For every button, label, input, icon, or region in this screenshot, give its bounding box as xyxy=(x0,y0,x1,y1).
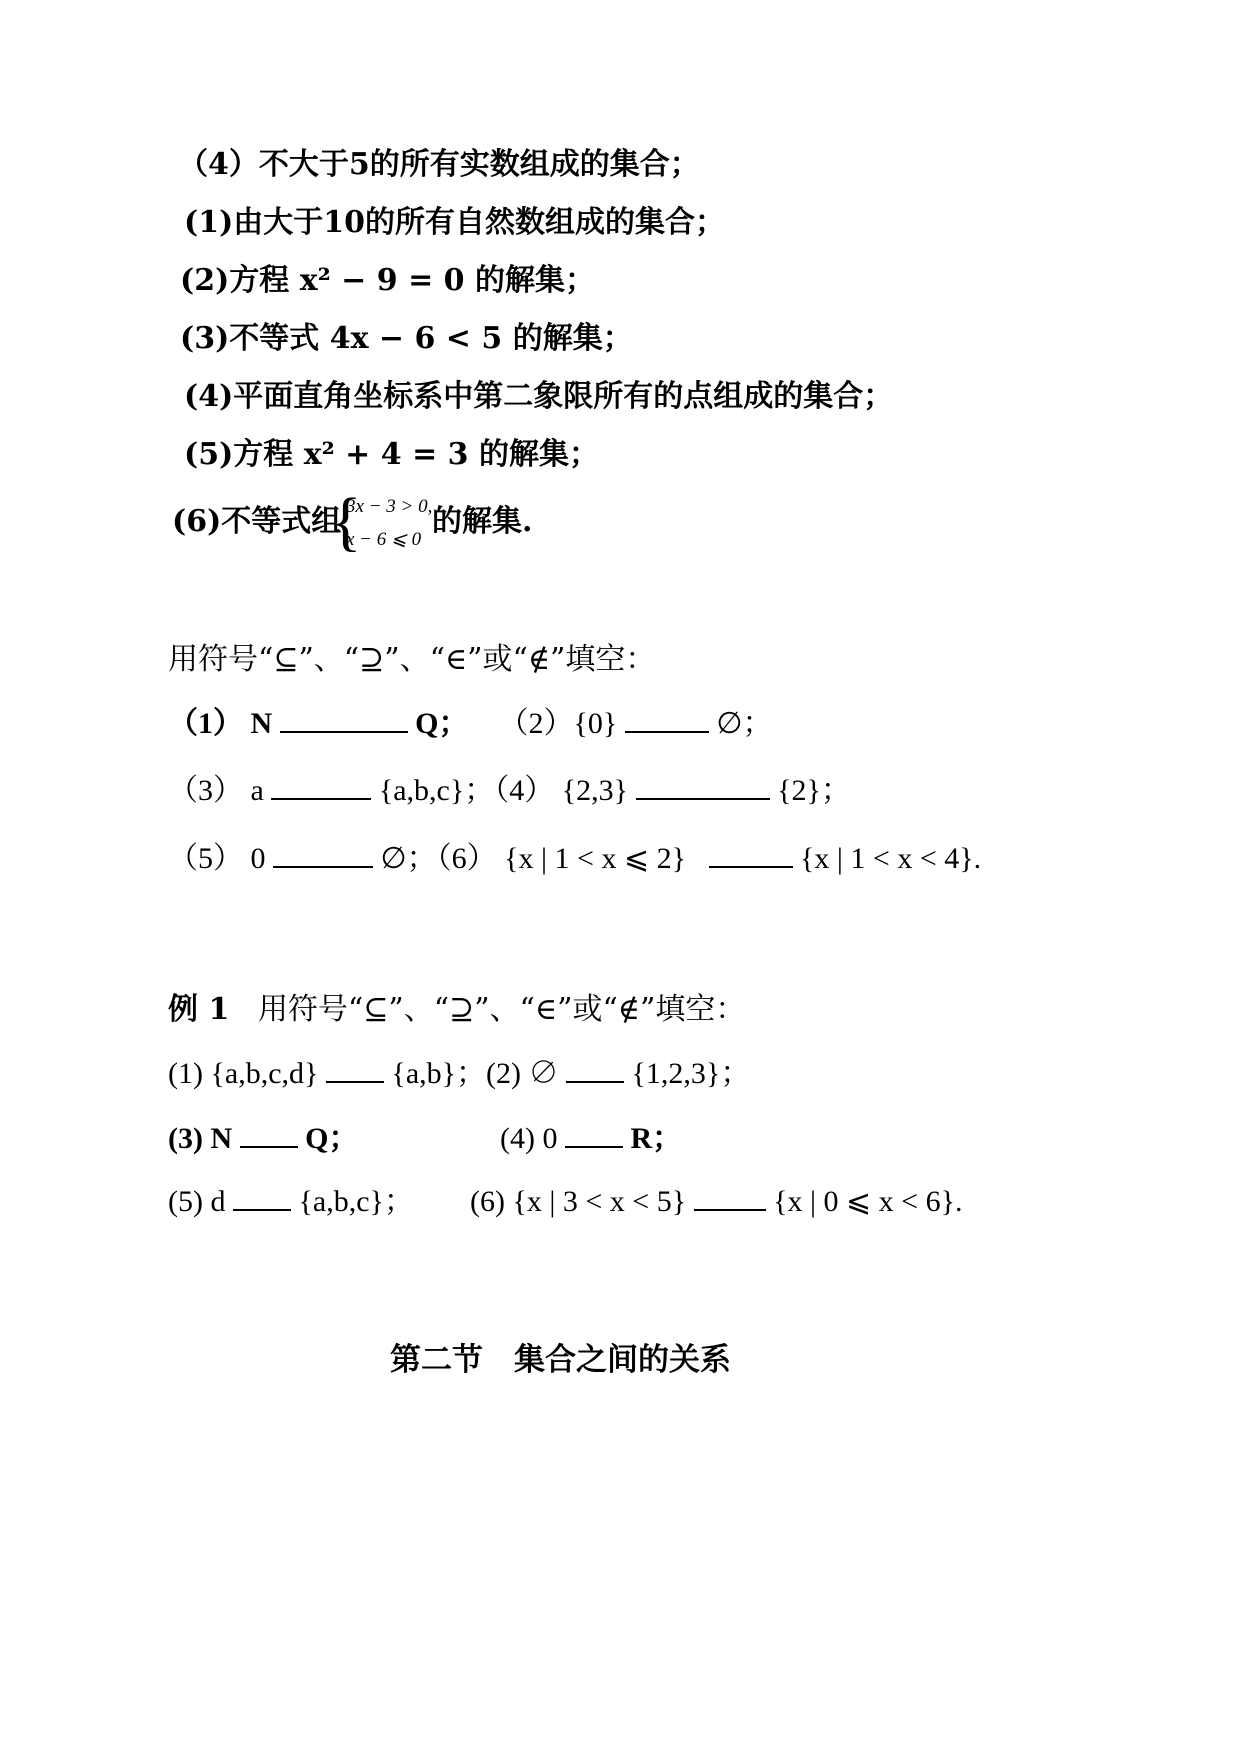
example-row-1-rhs: {1,2,3}； xyxy=(631,1057,751,1090)
part-b-row-3-rhs: {x | 1 < x < 4}. xyxy=(800,842,982,875)
answer-blank[interactable] xyxy=(280,703,408,733)
system-row-2: x − 6 ⩽ 0 xyxy=(346,529,422,550)
example-row-1 xyxy=(168,1053,750,1094)
part-a-item-2: (2)方程 x² − 9 = 0 的解集； xyxy=(180,263,595,298)
answer-blank[interactable] xyxy=(326,1053,384,1083)
example-row-3-rhs2: {x | 0 ⩽ x < 6}. xyxy=(773,1185,963,1218)
part-b-row-2-rhs: {2}； xyxy=(777,774,851,807)
part-a-item-4: (4)平面直角坐标系中第二象限所有的点组成的集合； xyxy=(184,379,894,414)
part-a-item-5: (5)方程 x² + 4 = 3 的解集； xyxy=(184,437,599,472)
part-b-row-3 xyxy=(168,838,981,879)
answer-blank[interactable] xyxy=(240,1118,298,1148)
part-a-intro: （4）不大于5的所有实数组成的集合； xyxy=(178,147,700,182)
part-b-row-1-rhs2: ∅； xyxy=(716,707,773,740)
example-row-2 xyxy=(168,1118,359,1159)
part-b-row-1 xyxy=(168,703,772,744)
example-heading xyxy=(168,990,745,1030)
part-b-prompt: 用符号“⊆”、“⊇”、“∈”或“∉”填空： xyxy=(168,642,656,677)
example-row-3 xyxy=(168,1181,414,1222)
example-row-1-lhs: (1) {a,b,c,d} xyxy=(168,1057,319,1090)
example-row-2b xyxy=(500,1118,682,1159)
part-b-row-3-mid: ∅；（6） {x | 1 < x ⩽ 2} xyxy=(380,842,686,875)
example-row-3-lhs2: (6) {x | 3 < x < 5} xyxy=(470,1185,687,1218)
example-prompt: 用符号“⊆”、“⊇”、“∈”或“∉”填空： xyxy=(257,992,746,1027)
example-row-2-rhs2: R； xyxy=(630,1122,683,1155)
part-b-row-3-lhs: （5） 0 xyxy=(168,842,266,875)
part-b-row-2-lhs: （3） a xyxy=(168,774,264,807)
system-brace: { xyxy=(330,485,362,558)
part-a-item-1: (1)由大于10的所有自然数组成的集合； xyxy=(184,205,726,240)
answer-blank[interactable] xyxy=(625,703,709,733)
example-row-2-rhs: Q； xyxy=(305,1122,359,1155)
part-b-row-1-lhs2: （2）{0} xyxy=(498,707,618,740)
answer-blank[interactable] xyxy=(709,838,793,868)
part-b-row-1-lhs: （1） N xyxy=(168,707,273,740)
example-row-3-lhs: (5) d xyxy=(168,1185,226,1218)
example-row-2-lhs2: (4) 0 xyxy=(500,1122,558,1155)
answer-blank[interactable] xyxy=(271,770,371,800)
example-row-3b xyxy=(470,1181,963,1222)
example-row-3-rhs: {a,b,c}； xyxy=(298,1185,414,1218)
example-row-1-mid: {a,b}；(2) ∅ xyxy=(391,1057,559,1090)
answer-blank[interactable] xyxy=(565,1118,623,1148)
part-b-row-2-mid: {a,b,c}；（4） {2,3} xyxy=(378,774,629,807)
part-a-item-6-tail: 的解集. xyxy=(432,504,533,539)
answer-blank[interactable] xyxy=(273,838,373,868)
answer-blank[interactable] xyxy=(233,1181,291,1211)
part-a-item-3: (3)不等式 4x − 6 < 5 的解集； xyxy=(180,321,633,356)
part-a-item-6-label: (6)不等式组 xyxy=(172,504,342,539)
section-title: 第二节 集合之间的关系 xyxy=(390,1342,731,1378)
answer-blank[interactable] xyxy=(694,1181,766,1211)
answer-blank[interactable] xyxy=(636,770,770,800)
part-b-row-1-rhs: Q； xyxy=(415,707,469,740)
part-b-row-2 xyxy=(168,770,851,811)
system-row-1: 3x − 3 > 0, xyxy=(346,496,433,517)
example-row-2-lhs: (3) N xyxy=(168,1122,233,1155)
example-label: 例 1 xyxy=(168,992,230,1027)
answer-blank[interactable] xyxy=(566,1053,624,1083)
